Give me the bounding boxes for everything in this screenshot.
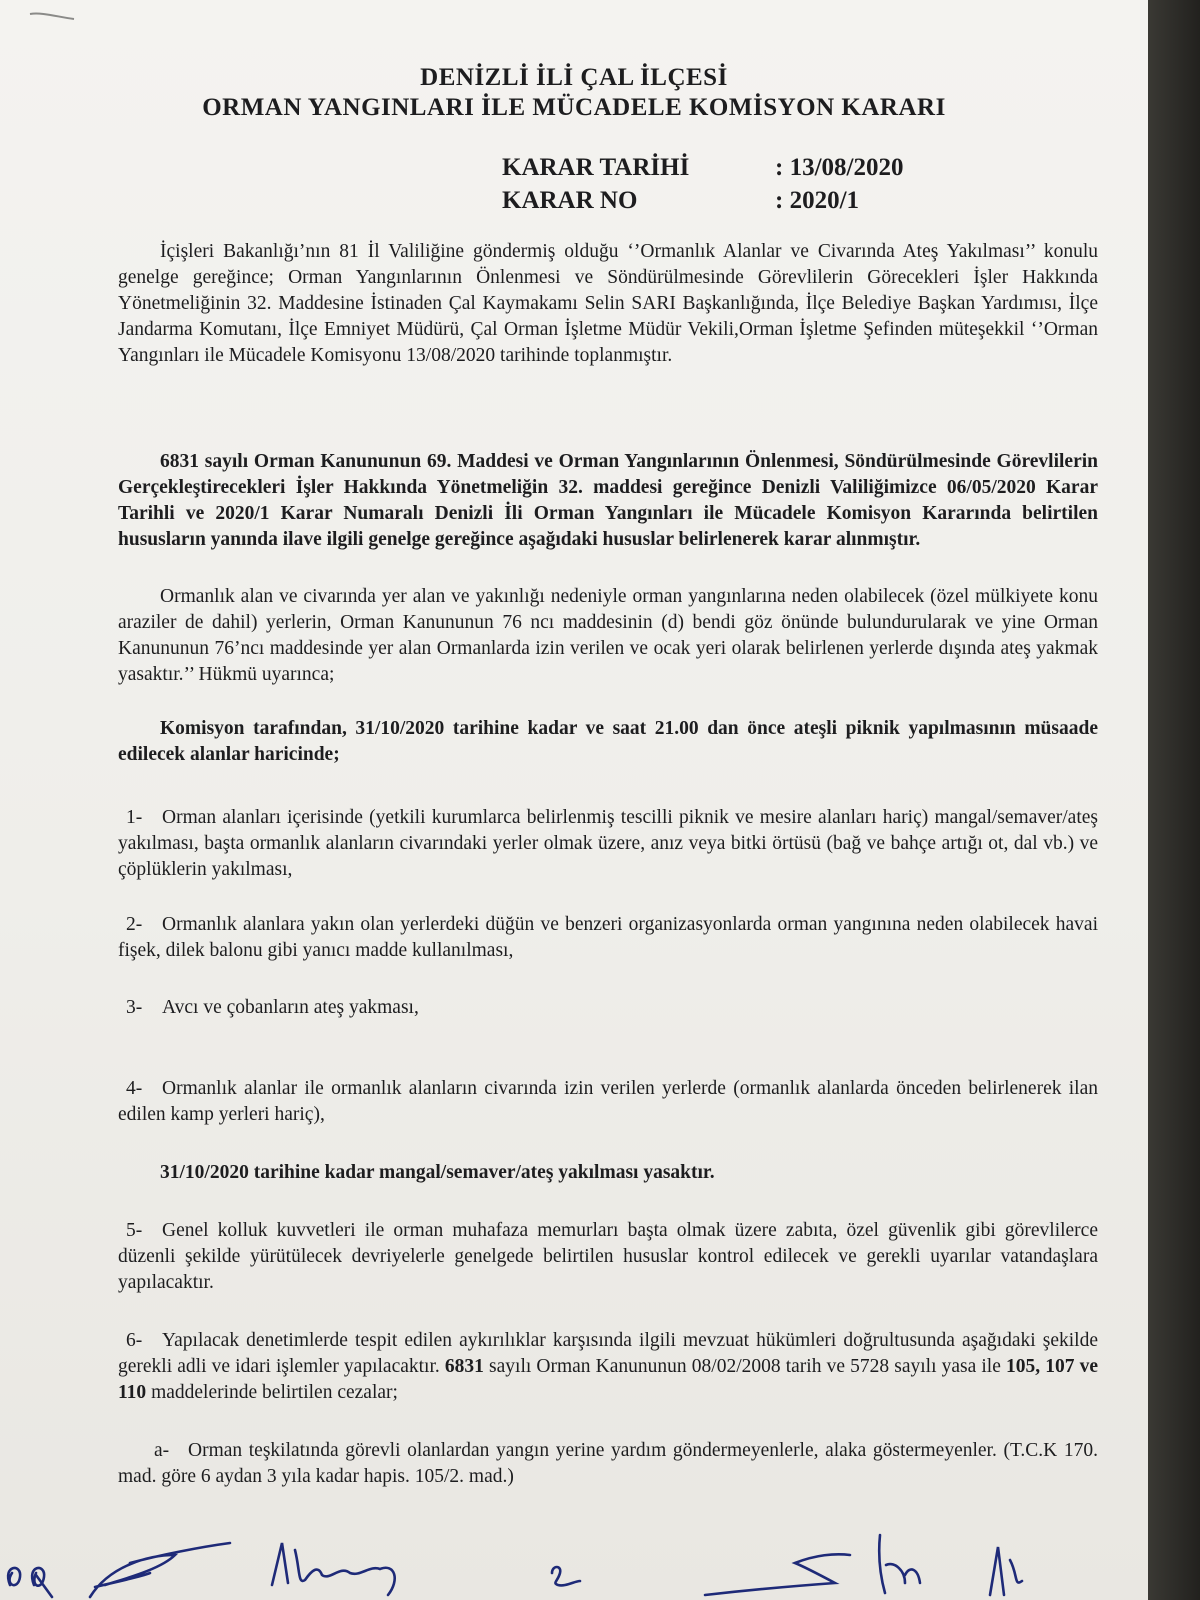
list-item-text: Ormanlık alanlara yakın olan yerlerdeki düğün ve benzeri organizasyonlarda orman yangınına neden olabilecek havai fişek, dilek balonu gibi yanıcı madde kullanılması,: [118, 914, 1098, 961]
signature-3: [272, 1543, 395, 1595]
law-quote-paragraph: Ormanlık alan ve civarında yer alan ve yakınlığı nedeniyle orman yangınlarına neden olabilecek (özel mülkiyete konu araziler de dahil) yerlerin, Orman Kanununun 76 ncı maddesinin (d) bendi göz önünde bulundurularak ve yine Orman Kanununun 76’ncı maddesinde yer alan Ormanlarda izin verilen ve ocak yeri olarak belirlenen yerlerde dışında ateş yakmak yasaktır.’’ Hükmü uyarınca;: [118, 586, 1098, 685]
list-item-6: [118, 1328, 1098, 1406]
list-item-text: Genel kolluk kuvvetleri ile orman muhafaza memurları başta olmak üzere zabıta, özel güvenlik gibi görevlilerce düzenli şekilde yürütülecek devriyelerle genelgede belirtilen hususlar kontrol edilecek ve gerekli uyarılar vatandaşlara yapılacaktır.: [118, 1220, 1098, 1293]
list-item-text: Ormanlık alanlar ile ormanlık alanların civarında izin verilen yerlerde (ormanlık alanlarda önceden belirlenerek ilan edilen kamp yerleri hariç),: [118, 1078, 1098, 1125]
list-item-text: Orman alanları içerisinde (yetkili kurumlarca belirlenmiş tescilli piknik ve mesire alanları hariç) mangal/semaver/ateş yakılması, başta ormanlık alanların civarındaki yerler olmak üzere, anız veya bitki örtüsü (bağ ve bahçe artığı ot, dal vb.) ve çöplüklerin yakılması,: [118, 807, 1098, 880]
law-number: 6831: [444, 1356, 484, 1377]
list-item-text: Avcı ve çobanların ateş yakması,: [162, 997, 419, 1018]
fold-mark: [28, 8, 78, 22]
sub-item-a: [118, 1438, 1098, 1490]
decision-date-value: : 13/08/2020: [775, 154, 904, 181]
background-edge: [1148, 0, 1200, 1600]
decision-date-label: KARAR TARİHİ: [502, 154, 690, 181]
list-item-text-a: Yapılacak denetimlerde tespit edilen aykırılıklar karşısında ilgili mevzuat hükümleri doğrultusunda aşağıdaki şekilde gerekli adli ve idari işlemler yapılacaktır.: [118, 1330, 1098, 1377]
list-item-5: [118, 1218, 1098, 1296]
list-item-number: 3-: [126, 997, 143, 1018]
signatures-row: [0, 1525, 1148, 1600]
decision-no-value: : 2020/1: [775, 187, 860, 214]
document-title-line2: ORMAN YANGINLARI İLE MÜCADELE KOMİSYON KARARI: [202, 94, 946, 121]
signature-4: [552, 1567, 580, 1585]
list-item-2: [118, 912, 1098, 964]
document-title-line1: DENİZLİ İLİ ÇAL İLÇESİ: [420, 64, 728, 91]
signature-1: [8, 1568, 52, 1597]
list-item-number: 1-: [126, 807, 143, 828]
list-item-4: [118, 1076, 1098, 1128]
article-numbers: 105, 107 ve 110: [118, 1356, 1099, 1403]
list-item-number: 4-: [126, 1078, 143, 1099]
list-item-number: 2-: [126, 914, 143, 935]
list-item-1: [118, 805, 1098, 883]
sub-item-letter: a-: [154, 1440, 170, 1461]
list-item-text-b: sayılı Orman Kanununun 08/02/2008 tarih ve 5728 sayılı yasa ile: [489, 1356, 1001, 1377]
handwritten-signatures: [0, 1525, 1148, 1600]
signature-6: [879, 1535, 920, 1593]
list-item-3: [118, 995, 1098, 1021]
ban-statement: 31/10/2020 tarihine kadar mangal/semaver/ateş yakılması yasaktır.: [160, 1162, 715, 1183]
signature-2: [90, 1543, 230, 1597]
decision-no-label: KARAR NO: [502, 187, 638, 214]
intro-paragraph: İçişleri Bakanlığı’nın 81 İl Valiliğine göndermiş olduğu ‘’Ormanlık Alanlar ve Civarında Ateş Yakılması’’ konulu genelge gereğince; Orman Yangınlarının Önlenmesi ve Söndürülmesinde Görevlilerin Görecekleri İşler Hakkında Yönetmeliğinin 32. Maddesine İstinaden Çal Kaymakamı Selin SARI Başkanlığında, İlçe Belediye Başkan Yardımısı, İlçe Jandarma Komutanı, İlçe Emniyet Müdürü, Çal Orman İşletme Müdür Vekili,Orman İşletme Şefinden müteşekkil ‘’Orman Yangınları ile Mücadele Komisyonu 13/08/2020 tarihinde toplanmıştır.: [118, 241, 1098, 366]
signature-5: [705, 1554, 850, 1595]
sub-item-text: Orman teşkilatında görevli olanlardan yangın yerine yardım göndermeyenlerle, alaka göstermeyenler. (T.C.K 170. mad. göre 6 aydan 3 yıla kadar hapis. 105/2. mad.): [118, 1440, 1098, 1487]
list-item-text-c: maddelerinde belirtilen cezalar;: [151, 1382, 398, 1403]
commission-paragraph: Komisyon tarafından, 31/10/2020 tarihine kadar ve saat 21.00 dan önce ateşli piknik yapılmasının müsaade edilecek alanlar haricinde;: [118, 718, 1098, 765]
list-item-number: 5-: [126, 1220, 143, 1241]
list-item-number: 6-: [126, 1330, 143, 1351]
legal-basis-paragraph: 6831 sayılı Orman Kanununun 69. Maddesi ve Orman Yangınlarının Önlenmesi, Söndürülmesinde Görevlilerin Gerçekleştirecekleri İşler Hakkında Yönetmeliğin 32. maddesi gereğince Denizli Valiliğimizce 06/05/2020 Karar Tarihli ve 2020/1 Karar Numaralı Denizli İli Orman Yangınları ile Mücadele Komisyon Kararında belirtilen hususların yanında ilave ilgili genelge gereğince aşağıdaki hususlar belirlenerek karar alınmıştır.: [118, 451, 1098, 550]
signature-7: [990, 1547, 1022, 1595]
